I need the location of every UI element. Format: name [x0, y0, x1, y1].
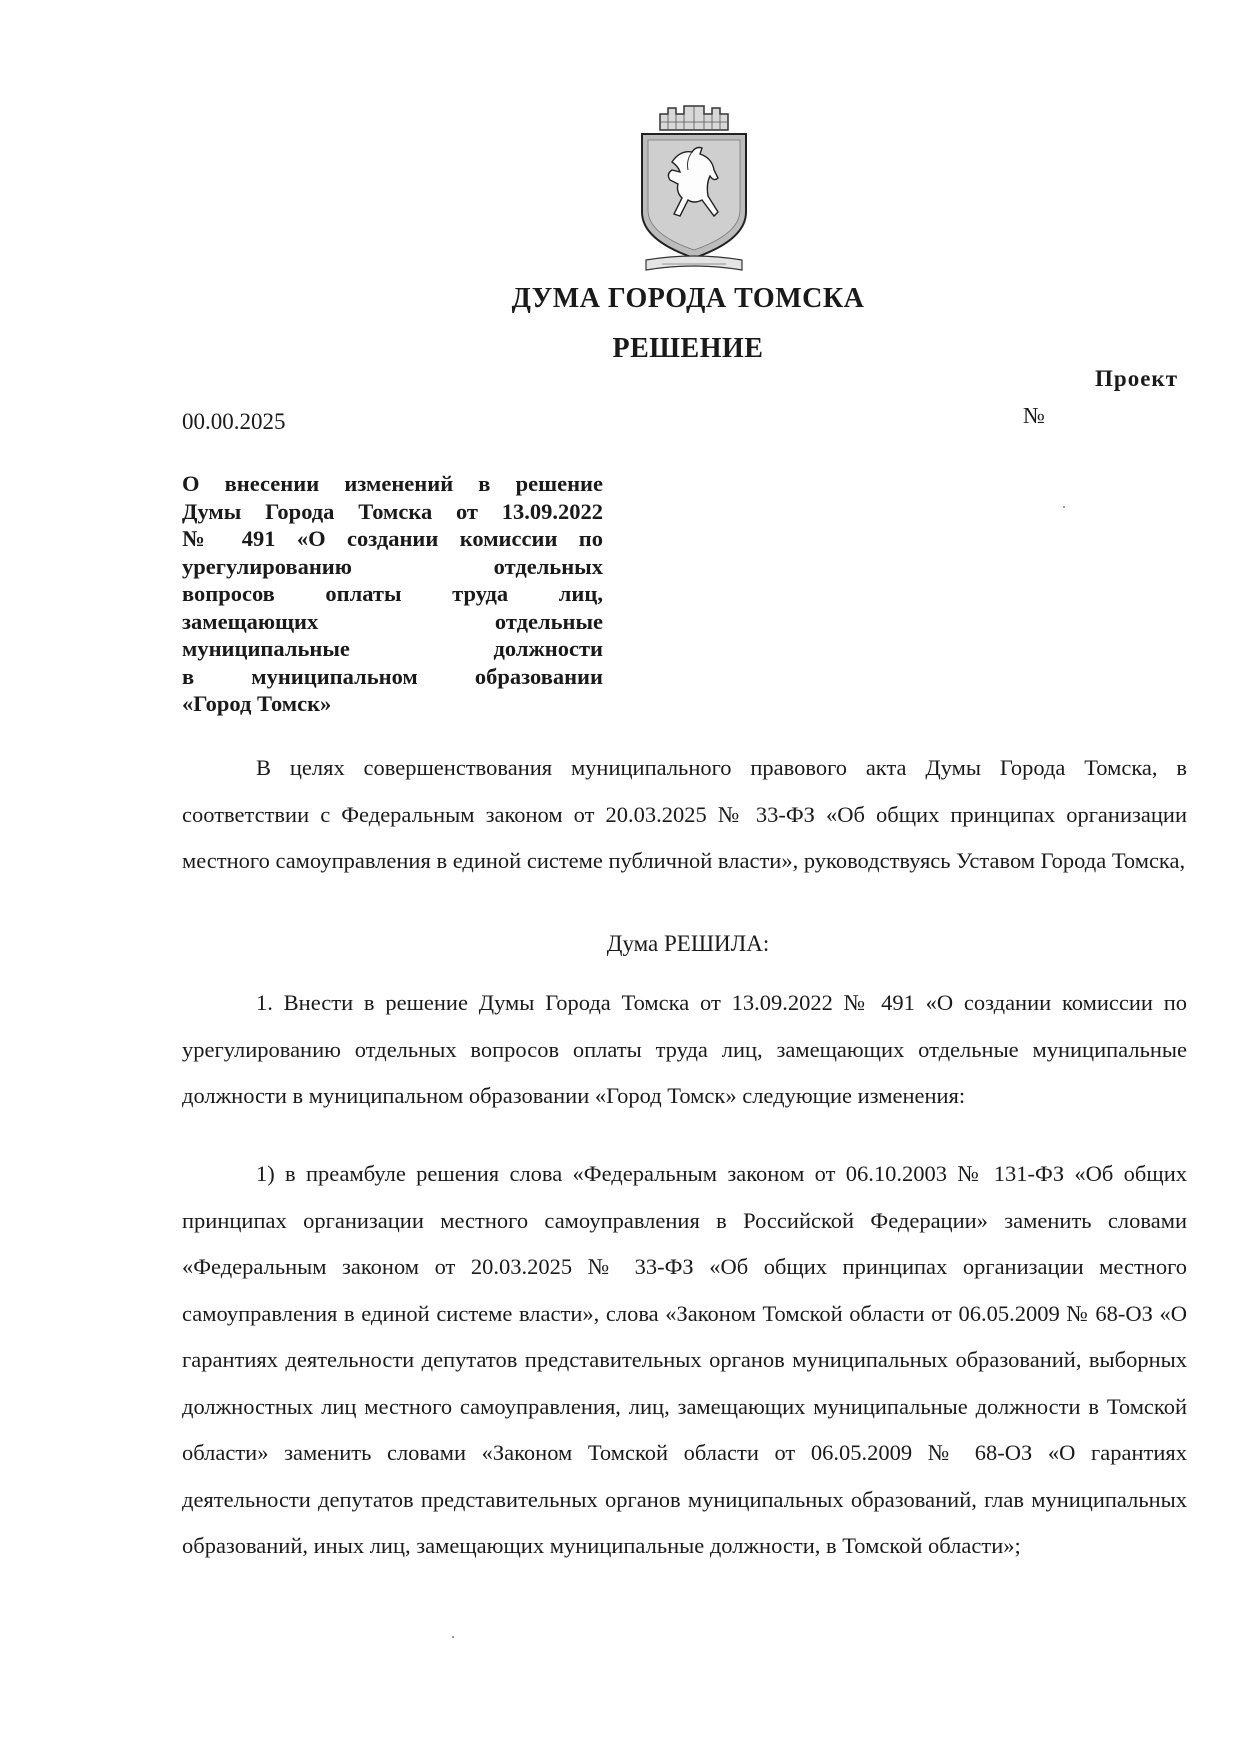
document-type-title: РЕШЕНИЕ	[612, 333, 764, 364]
subject-line: «Город Томск»	[182, 691, 332, 716]
item-1-paragraph: 1. Внести в решение Думы Города Томска от 13.09.2022 № 491 «О создании комиссии по урегулированию отдельных вопросов оплаты труда лиц, замещающих отдельные муниципальные должности в муниципальном образовании «Город Томск» следующие изменения:	[182, 990, 1187, 1108]
document-number: №	[1023, 403, 1045, 428]
preamble-paragraph: В целях совершенствования муниципального правового акта Думы Города Томска, в соответствии с Федеральным законом от 20.03.2025 № 33-ФЗ «Об общих принципах организации местного самоуправления в единой системе публичной власти», руководствуясь Уставом Города Томска,	[182, 755, 1187, 873]
scan-speck	[1063, 506, 1065, 508]
subject-line: № 491 «О создании комиссии по	[182, 526, 603, 551]
document-date: 00.00.2025	[182, 409, 286, 434]
subject-line: муниципальные должности	[182, 636, 603, 661]
item-1-subitem-1-paragraph: 1) в преамбуле решения слова «Федеральным законом от 06.10.2003 № 131-ФЗ «Об общих принципах организации местного самоуправления в Российской Федерации» заменить словами «Федеральным законом от 20.03.2025 № 33-ФЗ «Об общих принципах организации местного самоуправления в единой системе власти», слова «Законом Томской области от 06.05.2009 № 68-ОЗ «О гарантиях деятельности депутатов представительных органов муниципальных образований, выборных должностных лиц местного самоуправления, лиц, замещающих муниципальные должности в Томской области» заменить словами «Законом Томской области от 06.05.2009 № 68-ОЗ «О гарантиях деятельности депутатов представительных органов муниципальных образований, глав муниципальных образований, иных лиц, замещающих муниципальные должности, в Томской области»;	[182, 1161, 1187, 1558]
subject-line: Думы Города Томска от 13.09.2022	[182, 498, 603, 524]
subject-line: замещающих отдельные	[182, 608, 603, 634]
tomsk-coat-of-arms-icon	[632, 100, 756, 276]
subject-line: в муниципальном образовании	[182, 663, 603, 689]
document-subject	[182, 470, 603, 718]
subject-line: вопросов оплаты труда лиц,	[182, 581, 603, 606]
resolved-heading: Дума РЕШИЛА:	[606, 931, 770, 956]
subject-line: О внесении изменений в решение	[182, 471, 603, 496]
subject-line: урегулированию отдельных	[182, 553, 603, 579]
organization-title: ДУМА ГОРОДА ТОМСКА	[511, 283, 865, 314]
draft-mark: Проект	[1095, 366, 1178, 391]
scan-speck	[452, 1636, 454, 1638]
